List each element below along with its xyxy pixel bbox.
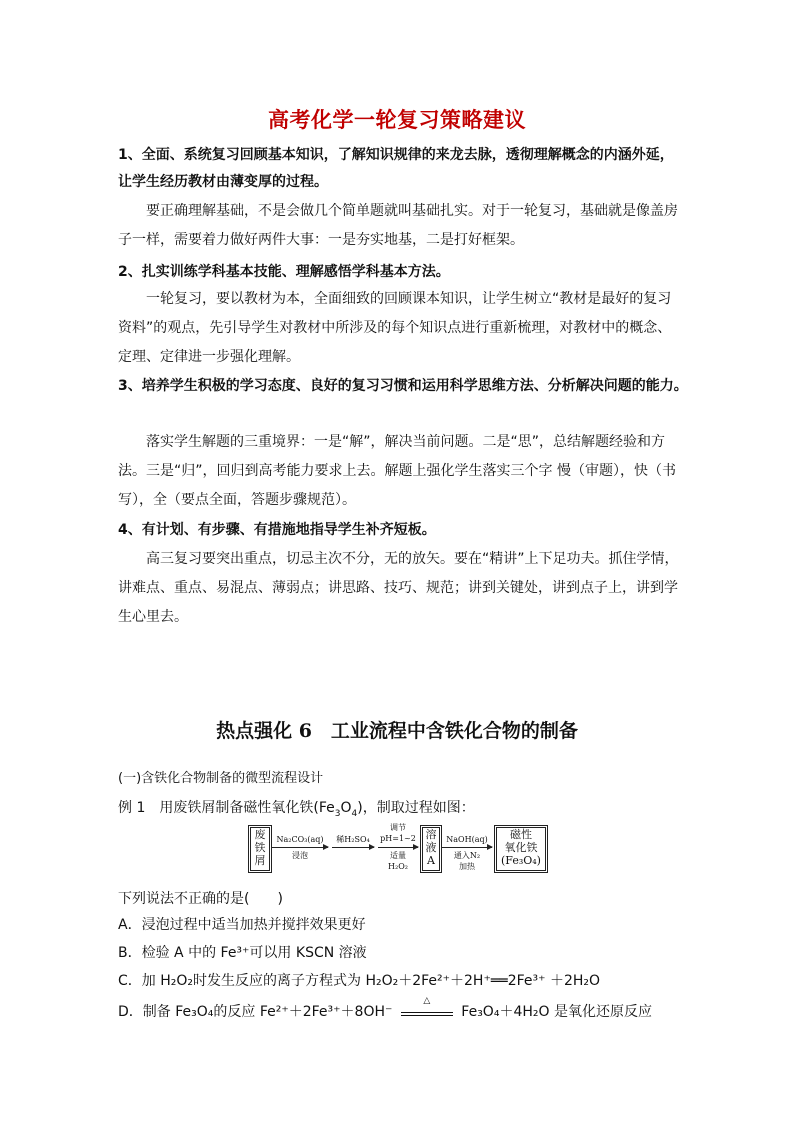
flow-step-1-condition: 浸泡 (292, 851, 308, 860)
flow-step-3-adjust: 调节 (390, 823, 406, 832)
flow-step-4-n2: 通入N₂ (453, 851, 481, 860)
example-mid: O (340, 800, 352, 816)
section-2-body-line-3: 定理、定律进一步强化理解。 (118, 349, 300, 365)
section-2-body-line-2: 资料”的观点，先引导学生对教材中所涉及的每个知识点进行重新梳理，对教材中的概念、 (118, 320, 672, 336)
section-1-heading (118, 143, 674, 167)
flow-step-3-ph: pH=1~2 (380, 834, 416, 843)
flow-box-solution-a-char-3: A (427, 854, 435, 867)
flow-box-solution-a-char-1: 溶 (425, 828, 437, 841)
flow-box-magnetite-line-2: 氧化铁 (504, 841, 538, 854)
section-3-body-line-2: 法。三是“归”，回归到高考能力要求上去。解题上强化学生落实三个字 慢（审题），快（书 (118, 463, 676, 479)
section-1-heading-line-1: 1、全面、系统复习回顾基本知识，了解知识规律的来龙去脉，透彻理解概念的内涵外延， (118, 147, 674, 163)
example-prefix: 例 1 用废铁屑制备磁性氧化铁(Fe (118, 800, 335, 816)
flow-box-scrap-iron (250, 827, 270, 871)
heat-symbol: △ (423, 996, 431, 1006)
flow-box-scrap-iron-char-1: 废 (254, 828, 266, 841)
example-sub-2: 4 (351, 808, 358, 819)
flow-box-solution-a (422, 827, 440, 871)
flow-box-scrap-iron-char-3: 屑 (254, 854, 266, 867)
hotspot-subtitle: (一)含铁化合物制备的微型流程设计 (118, 771, 324, 786)
flow-arrow-4 (442, 847, 492, 848)
section-3-body-line-3: 写），全（要点全面，答题步骤规范）。 (118, 492, 356, 508)
flow-arrow-1 (272, 847, 328, 848)
flow-box-magnetite (496, 827, 546, 871)
page-title: 高考化学一轮复习策略建议 (268, 108, 526, 132)
option-b: B．检验 A 中的 Fe³⁺可以用 KSCN 溶液 (118, 945, 367, 961)
heating-equals-sign (401, 996, 453, 1018)
option-c: C．加 H₂O₂时发生反应的离子方程式为 H₂O₂＋2Fe²⁺＋2H⁺══2Fe³⁺ ＋2H₂O (118, 973, 601, 989)
question-stem: 下列说法不正确的是( ) (118, 891, 283, 907)
option-d-products: Fe₃O₄＋4H₂O 是氧化还原反应 (461, 1004, 652, 1020)
flow-step-2-reagent: 稀H₂SO₄ (336, 835, 370, 844)
section-1-body-line-1: 要正确理解基础，不是会做几个简单题就叫基础扎实。对于一轮复习，基础就是像盖房 (146, 203, 678, 219)
option-a: A．浸泡过程中适当加热并搅拌效果更好 (118, 917, 366, 933)
section-2-body-line-1: 一轮复习，要以教材为本，全面细致的回顾课本知识，让学生树立“教材是最好的复习 (146, 291, 672, 307)
section-3-body-line-1: 落实学生解题的三重境界：一是“解”，解决当前问题。二是“思”，总结解题经验和方 (146, 434, 666, 450)
section-4-heading: 4、有计划、有步骤、有措施地指导学生补齐短板。 (118, 522, 436, 538)
flow-box-magnetite-line-3: (Fe₃O₄) (501, 854, 541, 867)
section-1-heading-line-2: 让学生经历教材由薄变厚的过程。 (118, 174, 328, 190)
section-1-body-line-2: 子一样，需要着力做好两件大事：一是夯实地基，二是打好框架。 (118, 232, 524, 248)
section-4-body-line-2: 讲难点、重点、易混点、薄弱点；讲思路、技巧、规范；讲到关键处，讲到点子上，讲到学 (118, 580, 678, 596)
section-3-heading: 3、培养学生积极的学习态度、良好的复习习惯和运用科学思维方法、分析解决问题的能力。 (118, 378, 688, 394)
flow-arrow-3 (378, 847, 418, 848)
section-1-heading-cont (118, 170, 328, 194)
section-2-heading: 2、扎实训练学科基本技能、理解感悟学科基本方法。 (118, 264, 450, 280)
flow-step-3-h2o2: H₂O₂ (388, 862, 408, 871)
section-4-body-line-1: 高三复习要突出重点，切忌主次不分，无的放矢。要在“精讲”上下足功夫。抓住学情， (146, 551, 679, 567)
example-sub-1: 3 (334, 808, 341, 819)
option-d-reactants: D．制备 Fe₃O₄的反应 Fe²⁺＋2Fe³⁺＋8OH⁻ (118, 1004, 393, 1020)
flow-step-4-heat: 加热 (459, 862, 475, 871)
flow-box-solution-a-char-2: 液 (425, 841, 437, 854)
flow-step-4-reagent: NaOH(aq) (446, 835, 488, 844)
process-flow-diagram (250, 823, 550, 875)
flow-step-3-amount: 适量 (390, 851, 406, 860)
flow-box-magnetite-line-1: 磁性 (510, 828, 532, 841)
option-d (118, 996, 652, 1021)
flow-step-1-reagent: Na₂CO₃(aq) (276, 835, 324, 844)
flow-box-scrap-iron-char-2: 铁 (254, 841, 266, 854)
section-4-body-line-3: 生心里去。 (118, 609, 188, 625)
example-suffix: )，制取过程如图： (357, 800, 475, 816)
flow-arrow-2 (332, 847, 374, 848)
example-1-stem (118, 797, 475, 819)
hotspot-title: 热点强化 6 工业流程中含铁化合物的制备 (216, 720, 578, 742)
